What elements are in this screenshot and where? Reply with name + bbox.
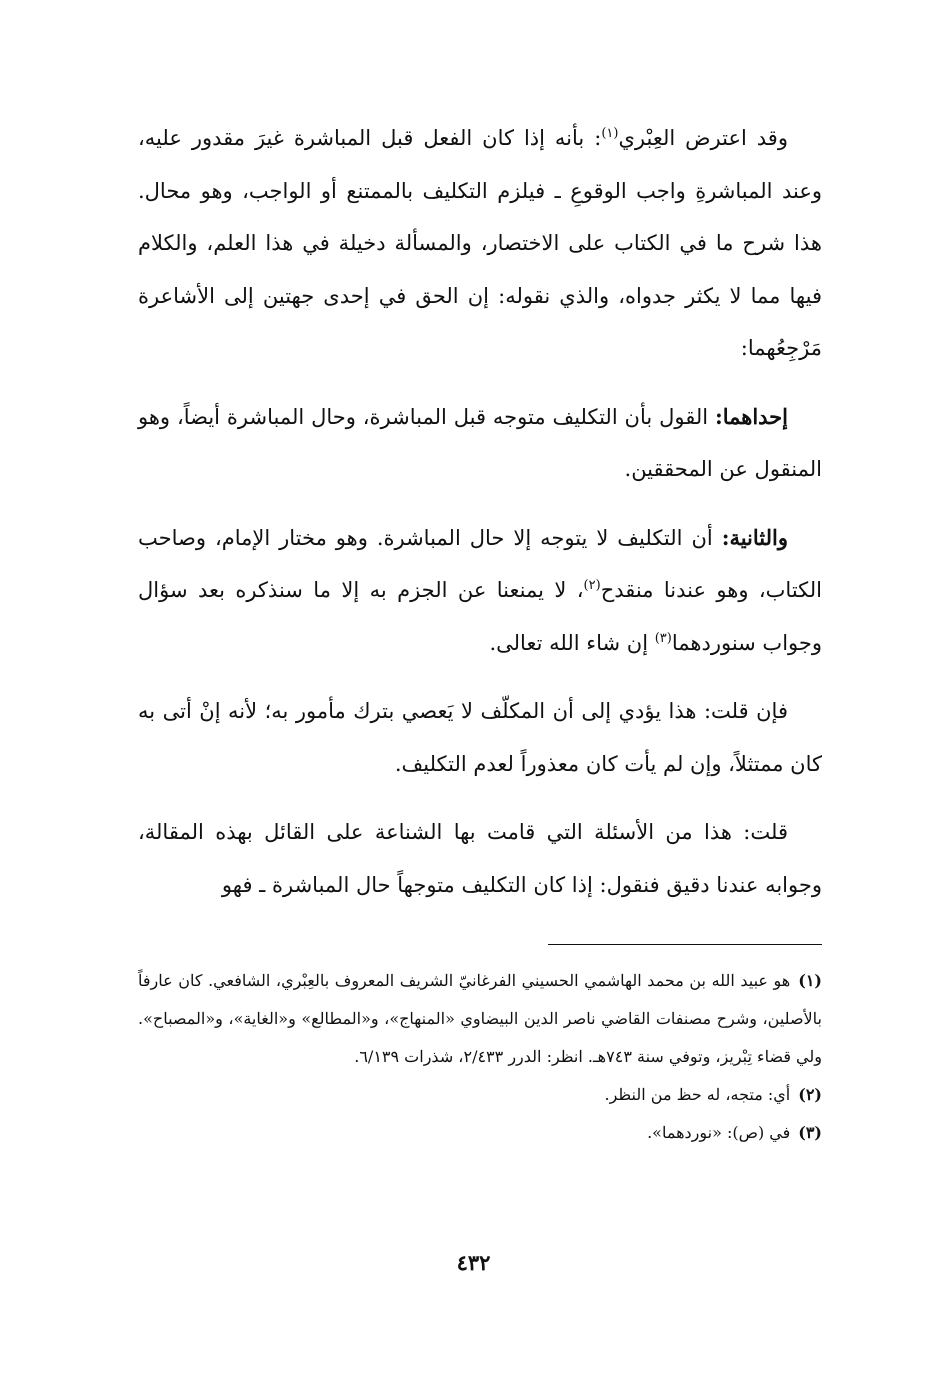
paragraph-text: وقد اعترض العِبْري	[618, 126, 788, 150]
footnote-ref-2[interactable]: (٢)	[583, 578, 601, 593]
footnote-text: هو عبيد الله بن محمد الهاشمي الحسيني الفرغانيّ الشريف المعروف بالعِبْري، الشافعي. كان عارفاً بالأصلين، وشرح مصنفات القاضي ناصر الدين البيضاوي «المنهاج»، و«المطالع» و«الغاية»، و«المصباح». ولي قضاء تِبْريز، وتوفي سنة ٧٤٣هـ. انظر: الدرر ٢/٤٣٣، شذرات ٦/١٣٩.	[138, 971, 822, 1066]
footnote-1	[138, 962, 822, 1076]
footnote-ref-1[interactable]: (١)	[601, 126, 619, 141]
paragraph-text: : بأنه إذا كان الفعل قبل المباشرة غيرَ مقدور عليه، وعند المباشرةِ واجب الوقوعِ ـ فيلزم التكليف بالممتنع أو الواجب، وهو محال. هذا شرح ما في الكتاب على الاختصار، والمسألة دخيلة في هذا العلم، والكلام فيها مما لا يكثر جدواه، والذي نقوله: إن الحق في إحدى جهتين إلى الأشاعرة مَرْجِعُهما:	[138, 126, 822, 360]
footnote-number: (٣)	[798, 1123, 822, 1142]
paragraph-2	[138, 391, 822, 496]
paragraph-text: قلت: هذا من الأسئلة التي قامت بها الشناعة على القائل بهذه المقالة، وجوابه عندنا دقيق فنقول: إذا كان التكليف متوجهاً حال المباشرة ـ فهو	[138, 820, 822, 897]
paragraph-text: إن شاء الله تعالى.	[489, 630, 655, 655]
paragraph-text: فإن قلت: هذا يؤدي إلى أن المكلّف لا يَعصي بترك مأمور به؛ لأنه إنْ أتى به كان ممتثلاً، وإن لم يأت كان معذوراً لعدم التكليف.	[138, 699, 822, 776]
footnote-number: (٢)	[798, 1085, 822, 1104]
footnote-ref-3[interactable]: (٣)	[654, 630, 672, 646]
footnote-text: أي: متجه، له حظ من النظر.	[604, 1085, 791, 1104]
paragraph-5	[138, 806, 822, 911]
paragraph-lead: إحداهما:	[714, 403, 788, 429]
footnote-3	[138, 1114, 822, 1152]
footnote-number: (١)	[798, 971, 822, 990]
paragraph-text: القول بأن التكليف متوجه قبل المباشرة، وحال المباشرة أيضاً، وهو المنقول عن المحققين.	[138, 404, 822, 481]
paragraph-lead: والثانية:	[721, 524, 788, 550]
paragraph-3	[138, 512, 822, 670]
paragraph-text: أن التكليف لا يتوجه إلا حال المباشرة. وهو مختار الإمام، وصاحب الكتاب، وهو عندنا منقدح	[138, 525, 823, 602]
paragraph-text: ، لا يمنعنا عن الجزم به إلا ما سنذكره بعد سؤال وجواب سنوردهما	[138, 578, 822, 655]
footnotes	[138, 962, 822, 1152]
footnote-divider	[548, 944, 822, 945]
paragraph-1	[138, 112, 822, 375]
main-text	[138, 112, 822, 911]
footnote-2	[138, 1076, 822, 1114]
paragraph-4	[138, 685, 822, 790]
footnote-text: في (ص): «نوردهما».	[647, 1123, 791, 1142]
page-number: ٤٣٢	[456, 1250, 491, 1275]
